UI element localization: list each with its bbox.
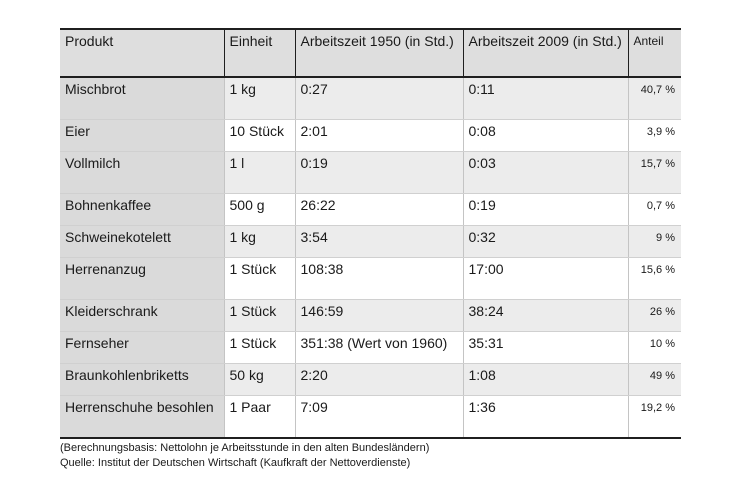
header-time-1950: Arbeitszeit 1950 (in Std.) (295, 29, 463, 77)
product-cell: Kleiderschrank (60, 300, 224, 332)
table-row (60, 77, 681, 120)
product-cell: Vollmilch (60, 152, 224, 194)
header-share: Anteil (628, 29, 681, 77)
share-cell: 15,6 % (628, 258, 681, 300)
source-note: Quelle: Institut der Deutschen Wirtschaft (Kaufkraft der Nettoverdienste) (60, 457, 411, 469)
time-2009-cell: 1:08 (463, 364, 628, 396)
unit-cell: 500 g (224, 194, 295, 226)
time-2009-cell: 0:03 (463, 152, 628, 194)
product-cell: Herrenschuhe besohlen (60, 396, 224, 439)
time-2009-cell: 38:24 (463, 300, 628, 332)
unit-cell: 1 kg (224, 77, 295, 120)
table-row (60, 300, 681, 332)
unit-cell: 1 Paar (224, 396, 295, 439)
time-1950-cell: 26:22 (295, 194, 463, 226)
table-row (60, 226, 681, 258)
time-2009-cell: 0:19 (463, 194, 628, 226)
unit-cell: 1 Stück (224, 258, 295, 300)
header-time-2009: Arbeitszeit 2009 (in Std.) (463, 29, 628, 77)
time-1950-cell: 0:19 (295, 152, 463, 194)
working-time-table (60, 28, 681, 439)
unit-cell: 10 Stück (224, 120, 295, 152)
header-unit: Einheit (224, 29, 295, 77)
unit-cell: 50 kg (224, 364, 295, 396)
time-2009-cell: 35:31 (463, 332, 628, 364)
product-cell: Herrenanzug (60, 258, 224, 300)
time-2009-cell: 1:36 (463, 396, 628, 439)
time-1950-cell: 351:38 (Wert von 1960) (295, 332, 463, 364)
table-row (60, 364, 681, 396)
table-row (60, 258, 681, 300)
unit-cell: 1 l (224, 152, 295, 194)
time-1950-cell: 2:20 (295, 364, 463, 396)
table-row (60, 120, 681, 152)
footnotes (60, 441, 429, 471)
share-cell: 9 % (628, 226, 681, 258)
time-1950-cell: 146:59 (295, 300, 463, 332)
time-1950-cell: 7:09 (295, 396, 463, 439)
unit-cell: 1 Stück (224, 300, 295, 332)
header-row (60, 29, 681, 77)
time-2009-cell: 17:00 (463, 258, 628, 300)
time-2009-cell: 0:32 (463, 226, 628, 258)
share-cell: 3,9 % (628, 120, 681, 152)
product-cell: Schweinekotelett (60, 226, 224, 258)
table-row (60, 194, 681, 226)
time-1950-cell: 2:01 (295, 120, 463, 152)
calculation-basis-note: (Berechnungsbasis: Nettolohn je Arbeitsstunde in den alten Bundesländern) (60, 442, 430, 454)
product-cell: Braunkohlenbriketts (60, 364, 224, 396)
share-cell: 0,7 % (628, 194, 681, 226)
product-cell: Fernseher (60, 332, 224, 364)
time-2009-cell: 0:08 (463, 120, 628, 152)
product-cell: Mischbrot (60, 77, 224, 120)
time-1950-cell: 108:38 (295, 258, 463, 300)
share-cell: 40,7 % (628, 77, 681, 120)
share-cell: 15,7 % (628, 152, 681, 194)
unit-cell: 1 Stück (224, 332, 295, 364)
share-cell: 19,2 % (628, 396, 681, 439)
table-row (60, 396, 681, 439)
share-cell: 10 % (628, 332, 681, 364)
table-row (60, 152, 681, 194)
header-product: Produkt (60, 29, 224, 77)
time-1950-cell: 0:27 (295, 77, 463, 120)
table-row (60, 332, 681, 364)
product-cell: Bohnenkaffee (60, 194, 224, 226)
unit-cell: 1 kg (224, 226, 295, 258)
share-cell: 26 % (628, 300, 681, 332)
time-1950-cell: 3:54 (295, 226, 463, 258)
share-cell: 49 % (628, 364, 681, 396)
time-2009-cell: 0:11 (463, 77, 628, 120)
product-cell: Eier (60, 120, 224, 152)
